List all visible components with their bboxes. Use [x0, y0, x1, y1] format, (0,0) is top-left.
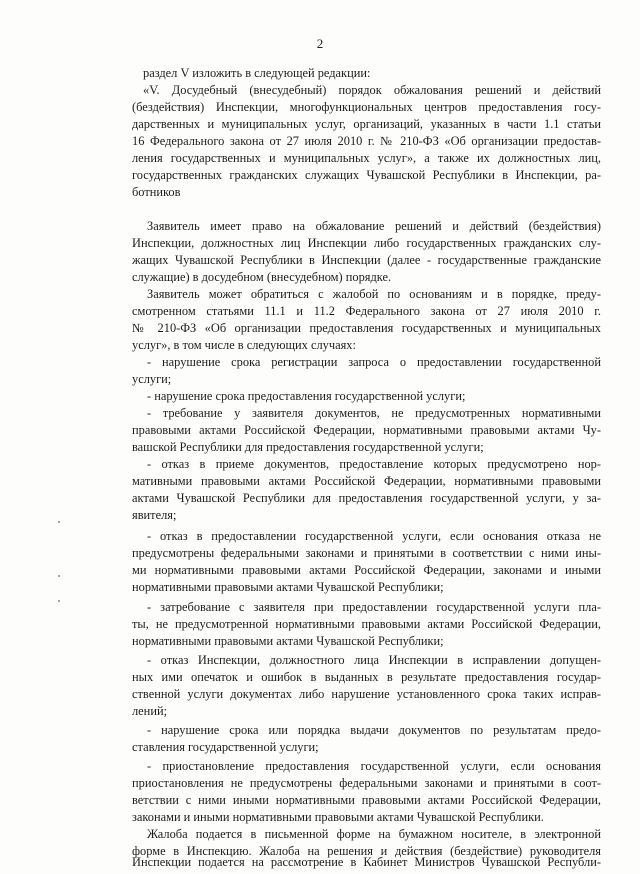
body-line: - затребование с заявителя при предоставлении государственной услуги пла- [147, 600, 601, 614]
body-line: предусмотрены федеральными законами и принятыми в соответствии с ними ины- [132, 546, 601, 560]
body-line: Инспекции подается на рассмотрение в Кабинет Министров Чувашской Республи- [132, 855, 601, 869]
body-line: - отказ Инспекции, должностного лица Инспекции в исправлении допущен- [147, 653, 601, 667]
scan-speck [58, 600, 60, 602]
body-line: актами Чувашской Республики для предоставления государственной услуги, у за- [132, 491, 601, 505]
page-number: 2 [316, 36, 324, 51]
body-line: явителя; [132, 508, 177, 522]
body-line: - отказ в предоставлении государственной услуги, если основания отказа не [147, 529, 601, 543]
body-line: жащих Чувашской Республики в Инспекции (далее - государственные гражданские [132, 253, 601, 267]
heading-line: ботников [132, 185, 181, 199]
body-line: услуг», в том числе в следующих случаях: [132, 338, 356, 352]
body-line: ты, не предусмотренной нормативными правовыми актами Российской Федерации, [132, 617, 601, 631]
heading-line: «V. Досудебный (внесудебный) порядок обжалования решений и действий [143, 83, 601, 97]
heading-line: ления государственных и муниципальных услуг», а также их должностных лиц, [132, 151, 601, 165]
body-line: законами и иными нормативными правовыми актами Чувашской Республики. [132, 810, 544, 824]
body-line: приостановления не предусмотрены федеральными законами и принятыми в соот- [132, 776, 601, 790]
body-line: Жалоба подается в письменной форме на бумажном носителе, в электронной [147, 827, 601, 841]
body-line: Заявитель может обратиться с жалобой по основаниям и в порядке, преду- [147, 287, 601, 301]
body-line: ставления государственной услуги; [132, 740, 319, 754]
body-line: - отказ в приеме документов, предоставление которых предусмотрено нор- [147, 457, 601, 471]
scan-speck [58, 575, 60, 577]
body-line: Инспекции, должностных лиц Инспекции либо государственных гражданских слу- [132, 236, 601, 250]
body-line: нормативными правовыми актами Чувашской Республики; [132, 580, 444, 594]
intro-line: раздел V изложить в следующей редакции: [143, 66, 371, 80]
body-line: ных ими опечаток и ошибок в выданных в результате предоставления государ- [132, 670, 601, 684]
body-line: вашской Республики для предоставления государственной услуги; [132, 440, 484, 454]
body-line: служащие) в досудебном (внесудебном) порядке. [132, 270, 392, 284]
body-line: ми нормативными правовыми актами Российской Федерации, законами и иными [132, 563, 601, 577]
body-line: - нарушение срока или порядка выдачи документов по результатам предо- [147, 723, 601, 737]
body-line: лений; [132, 704, 168, 718]
body-line: Заявитель имеет право на обжалование решений и действий (бездействия) [147, 219, 601, 233]
body-line: ственной услуги документах либо нарушение установленного срока таких исправ- [132, 687, 601, 701]
body-line: - нарушение срока регистрации запроса о предоставлении государственной [147, 355, 601, 369]
body-line: услуги; [132, 372, 172, 386]
heading-line: 16 Федерального закона от 27 июля 2010 г. № 210-ФЗ «Об организации предостав- [132, 134, 601, 148]
body-line: - приостановление предоставления государственной услуги, если основания [147, 759, 601, 773]
body-line: мативными правовыми актами Российской Федерации, нормативными правовыми [132, 474, 601, 488]
body-line: нормативными правовыми актами Чувашской Республики; [132, 634, 444, 648]
body-line: смотренном статьями 11.1 и 11.2 Федерального закона от 27 июля 2010 г. [132, 304, 601, 318]
scan-speck [58, 521, 60, 523]
body-line: ветствии с ними иными нормативными правовыми актами Российской Федерации, [132, 793, 601, 807]
body-line: форме в Инспекцию. Жалоба на решения и действия (бездействие) руководителя [132, 844, 601, 858]
body-line: - требование у заявителя документов, не предусмотренных нормативными [147, 406, 601, 420]
body-line: № 210-ФЗ «Об организации предоставления государственных и муниципальных [132, 321, 601, 335]
heading-line: дарственных и муниципальных услуг, организаций, указанных в части 1.1 статьи [132, 117, 601, 131]
body-line: правовыми актами Российской Федерации, нормативными правовыми актами Чу- [132, 423, 601, 437]
heading-line: (бездействия) Инспекции, многофункциональных центров предоставления госу- [132, 100, 601, 114]
body-line: - нарушение срока предоставления государственной услуги; [147, 389, 466, 403]
heading-line: государственных гражданских служащих Чувашской Республики в Инспекции, ра- [132, 168, 601, 182]
